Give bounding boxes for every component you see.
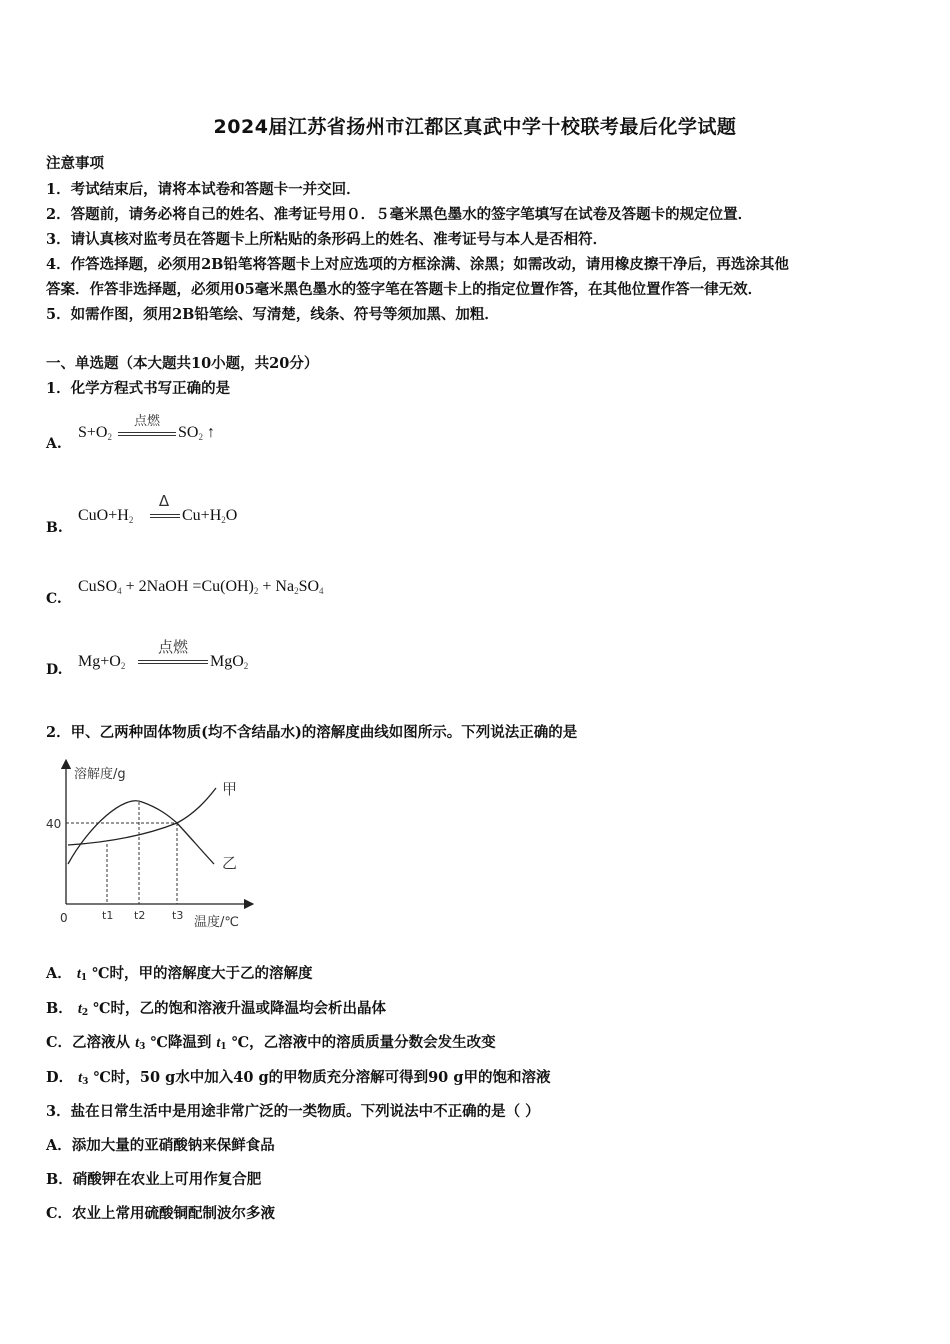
- x-tick-t1: t1: [102, 909, 114, 922]
- x-tick-t3: t3: [172, 909, 184, 922]
- q1-option-a-left: $S+O_2$: [78, 424, 112, 442]
- x-tick-t2: t2: [134, 909, 146, 922]
- q1-option-c-letter: C.: [46, 591, 62, 607]
- q2-option-b: B． t2 ℃时，乙的饱和溶液升温或降温均会析出晶体: [46, 1000, 387, 1018]
- q1-option-d-letter: D.: [46, 662, 63, 678]
- q2-option-c: C．乙溶液从 t3 ℃降温到 t1 ℃，乙溶液中的溶质质量分数会发生改变: [46, 1034, 496, 1052]
- series-label-jia: 甲: [222, 780, 238, 798]
- origin-label: 0: [60, 911, 68, 925]
- solubility-curve-figure: [44, 756, 264, 936]
- q1-option-b-equals: [150, 514, 180, 518]
- q1-option-a-right: $SO_2$ ↑: [178, 424, 215, 442]
- notice-item-5: 5．如需作图，须用2B铅笔绘、写清楚，线条、符号等须加黑、加粗．: [46, 306, 499, 323]
- notice-item-4-cont: 答案．作答非选择题，必须用05毫米黑色墨水的签字笔在答题卡上的指定位置作答，在其他位置作答一律无效．: [46, 281, 763, 298]
- q1-option-c-equation: CuSO$_4$ + 2NaOH $=Cu(OH)_2 + Na_2SO_4$: [78, 578, 324, 596]
- section-heading: 一、单选题（本大题共10小题，共20分）: [46, 355, 319, 372]
- q3-option-b: B．硝酸钾在农业上可用作复合肥: [46, 1171, 262, 1188]
- q1-option-a-letter: A.: [46, 436, 62, 452]
- q1-option-d-right: MgO$_2$: [210, 653, 249, 671]
- exam-title: 2024届江苏省扬州市江都区真武中学十校联考最后化学试题: [213, 116, 737, 138]
- q2-option-d: D． t3 ℃时，50 g水中加入40 g的甲物质充分溶解可得到90 g甲的饱和溶液: [46, 1069, 551, 1087]
- notice-item-4: 4．作答选择题，必须用2B铅笔将答题卡上对应选项的方框涂满、涂黑；如需改动，请用橡皮擦干净后，再选涂其他: [46, 256, 789, 273]
- notice-heading: 注意事项: [46, 155, 104, 172]
- q1-option-d-equals: [138, 660, 208, 664]
- y-axis-label: 溶解度/g: [74, 767, 126, 782]
- q1-stem: 1．化学方程式书写正确的是: [46, 380, 231, 397]
- notice-item-3: 3．请认真核对监考员在答题卡上所粘贴的条形码上的姓名、准考证号与本人是否相符．: [46, 231, 608, 248]
- series-label-yi: 乙: [222, 854, 238, 872]
- q1-option-a-equals: [118, 432, 176, 436]
- q1-option-b-right: $Cu+H_2O$: [182, 507, 238, 525]
- q1-option-a-condition: 点燃: [133, 414, 160, 429]
- q1-option-d-left: $Mg+O_2$: [78, 653, 126, 671]
- q1-option-d-condition: 点燃: [157, 638, 188, 656]
- q3-option-c: C．农业上常用硫酸铜配制波尔多液: [46, 1205, 276, 1222]
- q1-option-b-letter: B.: [46, 520, 63, 536]
- x-axis-label: 温度/℃: [194, 915, 239, 930]
- q1-option-b-left: $CuO+H_2$: [78, 507, 134, 525]
- q2-stem: 2．甲、乙两种固体物质(均不含结晶水)的溶解度曲线如图所示。下列说法正确的是: [46, 724, 578, 741]
- y-tick-40: 40: [46, 817, 62, 831]
- curve-jia: [68, 788, 216, 845]
- q2-option-a: A． t1 ℃时，甲的溶解度大于乙的溶解度: [46, 965, 313, 983]
- notice-item-1: 1．考试结束后，请将本试卷和答题卡一并交回．: [46, 181, 361, 198]
- q3-option-a: A．添加大量的亚硝酸钠来保鲜食品: [46, 1137, 275, 1154]
- notice-item-2: 2．答题前，请务必将自己的姓名、准考证号用０．５毫米黑色墨水的签字笔填写在试卷及答题卡的规定位置．: [46, 206, 753, 223]
- q3-stem: 3．盐在日常生活中是用途非常广泛的一类物质。下列说法中不正确的是（ ）: [46, 1103, 540, 1120]
- curve-yi: [68, 801, 214, 864]
- q1-option-b-condition: Δ: [158, 492, 170, 510]
